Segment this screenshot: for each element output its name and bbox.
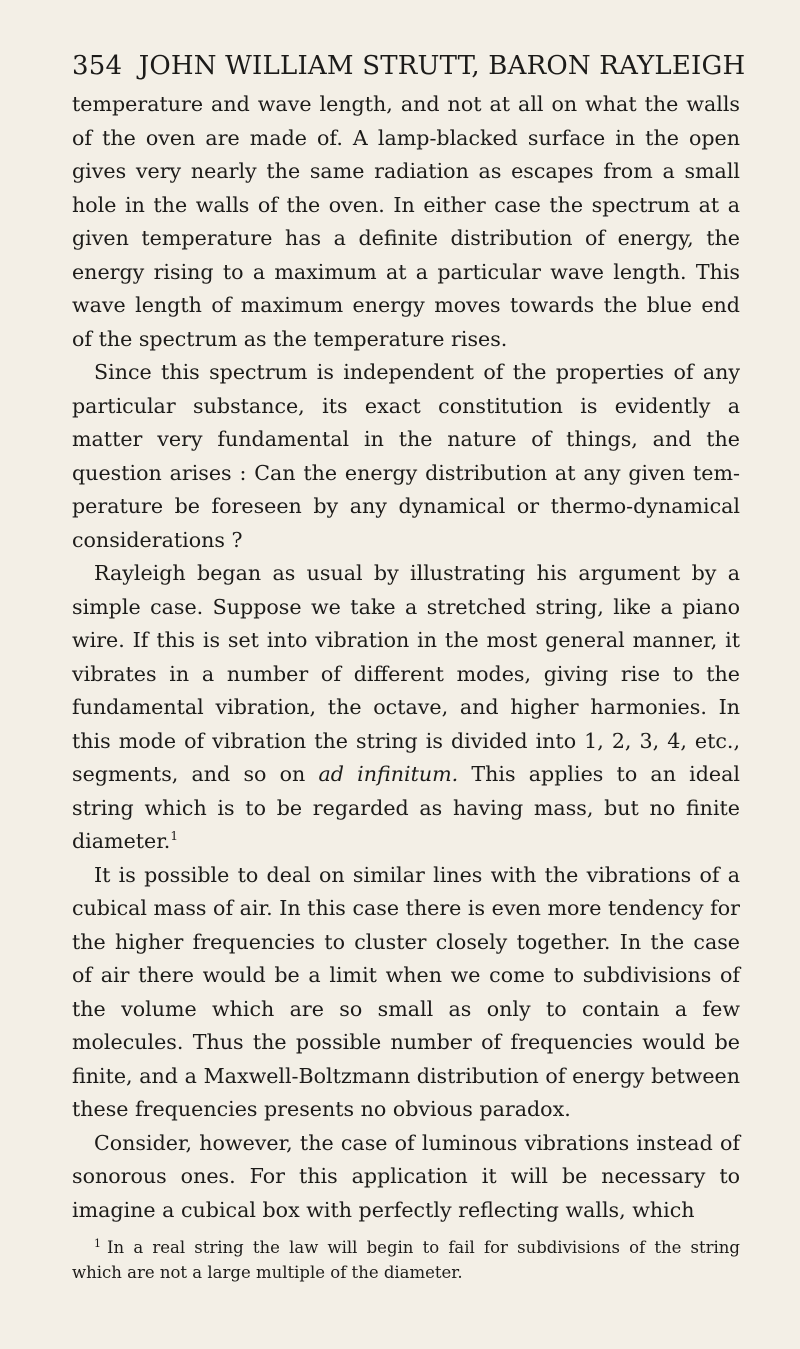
italic-phrase: ad infinitum. [318, 762, 459, 786]
footnote-text: In a real string the law will begin to fail for subdivisions of the string which are not a large multiple of the diameter. [72, 1238, 740, 1282]
running-header [72, 48, 746, 84]
paragraph-4: It is possible to deal on similar lines with the vibrations of a cubical mass of air. In this case there is even more tendency for the higher frequencies to cluster closely together. In the case of air there would be a limit when we come to subdivisions of the volume which are so small as only to contain a few molecules. Thus the possible number of frequencies would be finite, and a Maxwell-Boltzmann distribution of energy between these frequencies presents no obvious paradox. [72, 862, 740, 1121]
page-number: 354 [72, 51, 123, 81]
paragraph-2: Since this spectrum is independent of the properties of any particular substance, its exact constitution is evidently a matter very fundamental in the nature of things, and the question arises : Can the energy distribution at any given temperature be foreseen by any dynamical or thermo-dynamical considerations ? [72, 360, 740, 552]
main-text [72, 88, 740, 1227]
paragraph-5: Consider, however, the case of luminous vibrations instead of sonorous ones. For this application it will be necessary to imagine a cubical box with perfectly reflecting walls, which [72, 1130, 740, 1222]
paragraph-3-text-a: Rayleigh began as usual by illustrating his argument by a simple case. Suppose we take a stretched string, like a piano wire. If this is set into vibration in the most general manner, it vibrates in a number of different modes, giving rise to the fundamental vibration, the octave, and higher harmonies. In this mode of vibration the string is divided into 1, 2, 3, 4, etc., segments, and so on [72, 561, 740, 786]
book-page [72, 48, 746, 1285]
footnote-reference[interactable]: 1 [170, 829, 178, 844]
paragraph-3 [72, 557, 740, 859]
footnote-marker: 1 [94, 1236, 101, 1250]
footnote [72, 1235, 740, 1285]
running-title: JOHN WILLIAM STRUTT, BARON RAYLEIGH [138, 51, 746, 81]
paragraph-3-text-b: This applies to an ideal string which is to be regarded as having mass, but no finite diameter. [72, 762, 740, 853]
paragraph-1: temperature and wave length, and not at all on what the walls of the oven are made of. A lamp-blacked surface in the open gives very nearly the same radiation as escapes from a small hole in the walls of the oven. In either case the spectrum at a given temperature has a definite distribution of energy, the energy rising to a maximum at a particular wave length. This wave length of maximum energy moves towards the blue end of the spectrum as the temperature rises. [72, 92, 740, 351]
